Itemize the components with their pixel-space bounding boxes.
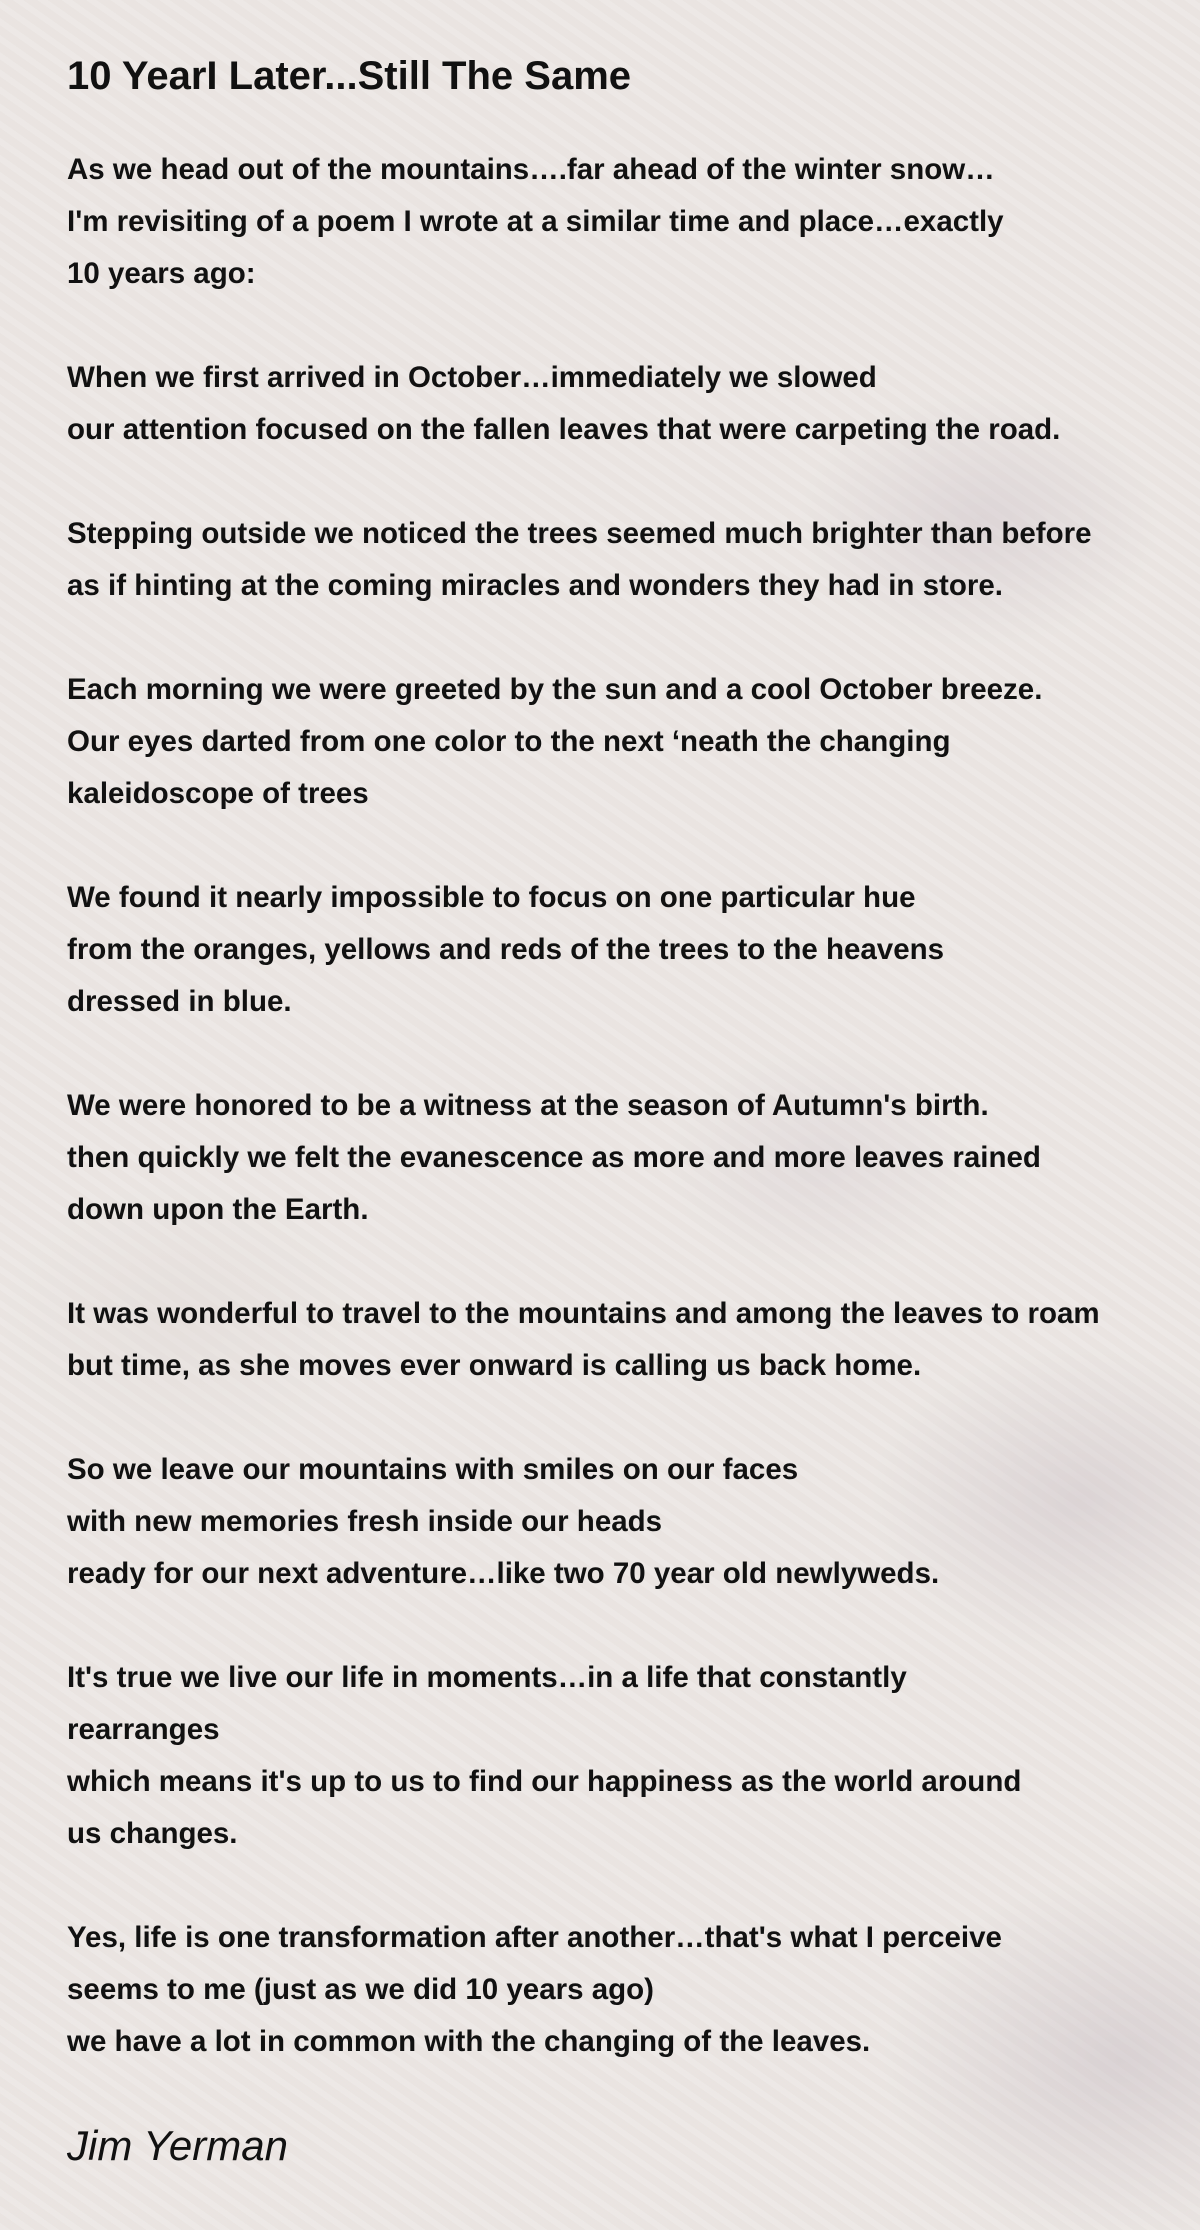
poem-line: rearranges bbox=[67, 1713, 220, 1746]
poem-page bbox=[67, 50, 1192, 2172]
poem-line: as if hinting at the coming miracles and wonders they had in store. bbox=[67, 569, 1003, 602]
poem-line: seems to me (just as we did 10 years ago) bbox=[67, 1973, 654, 2006]
poem-stanza bbox=[67, 1080, 1192, 1236]
poem-stanza bbox=[67, 1444, 1192, 1600]
poem-line: which means it's up to us to find our happiness as the world around bbox=[67, 1765, 1022, 1798]
poem-line: Our eyes darted from one color to the next ‘neath the changing bbox=[67, 725, 951, 758]
poem-stanza bbox=[67, 144, 1192, 300]
poem-line: Each morning we were greeted by the sun and a cool October breeze. bbox=[67, 673, 1043, 706]
poem-stanza bbox=[67, 508, 1192, 612]
poem-body bbox=[67, 144, 1192, 2068]
poem-stanza bbox=[67, 352, 1192, 456]
poem-line: us changes. bbox=[67, 1817, 238, 1850]
poem-line: We were honored to be a witness at the season of Autumn's birth. bbox=[67, 1089, 989, 1122]
poem-line: I'm revisiting of a poem I wrote at a similar time and place…exactly bbox=[67, 205, 1004, 238]
poem-line: we have a lot in common with the changing of the leaves. bbox=[67, 2025, 871, 2058]
poem-line: As we head out of the mountains….far ahead of the winter snow… bbox=[67, 153, 995, 186]
poem-line: Yes, life is one transformation after another…that's what I perceive bbox=[67, 1921, 1002, 1954]
poem-title: 10 YearI Later...Still The Same bbox=[67, 54, 632, 98]
poem-line: 10 years ago: bbox=[67, 257, 256, 290]
poem-author: Jim Yerman bbox=[67, 2122, 288, 2169]
poem-line: with new memories fresh inside our heads bbox=[67, 1505, 663, 1538]
poem-line: down upon the Earth. bbox=[67, 1193, 369, 1226]
poem-line: but time, as she moves ever onward is calling us back home. bbox=[67, 1349, 922, 1382]
poem-line: We found it nearly impossible to focus on one particular hue bbox=[67, 881, 916, 914]
poem-line: When we first arrived in October…immediately we slowed bbox=[67, 361, 877, 394]
poem-stanza bbox=[67, 664, 1192, 820]
poem-line: It was wonderful to travel to the mountains and among the leaves to roam bbox=[67, 1297, 1100, 1330]
poem-line: then quickly we felt the evanescence as more and more leaves rained bbox=[67, 1141, 1041, 1174]
poem-stanza bbox=[67, 872, 1192, 1028]
poem-line: dressed in blue. bbox=[67, 985, 292, 1018]
poem-line: kaleidoscope of trees bbox=[67, 777, 369, 810]
poem-line: So we leave our mountains with smiles on our faces bbox=[67, 1453, 799, 1486]
poem-stanza bbox=[67, 1912, 1192, 2068]
poem-line: our attention focused on the fallen leaves that were carpeting the road. bbox=[67, 413, 1061, 446]
poem-stanza bbox=[67, 1652, 1192, 1860]
poem-line: Stepping outside we noticed the trees seemed much brighter than before bbox=[67, 517, 1092, 550]
poem-line: from the oranges, yellows and reds of the trees to the heavens bbox=[67, 933, 945, 966]
poem-line: ready for our next adventure…like two 70 year old newlyweds. bbox=[67, 1557, 940, 1590]
poem-line: It's true we live our life in moments…in a life that constantly bbox=[67, 1661, 907, 1694]
poem-stanza bbox=[67, 1288, 1192, 1392]
